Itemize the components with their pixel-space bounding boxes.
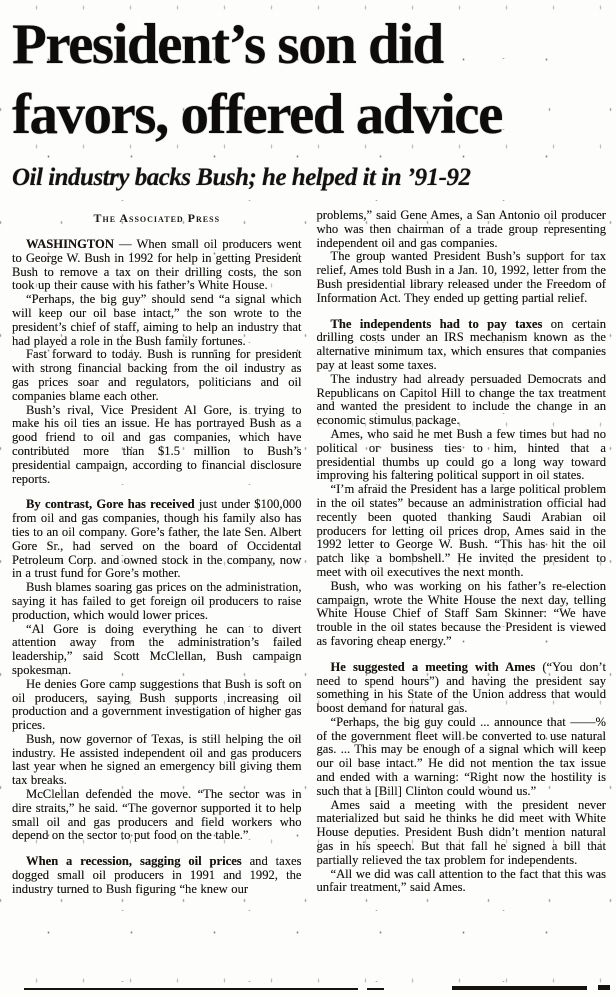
paragraph-text: Ames said a meeting with the president never materialized but said he thinks he did meet with White House deputies. President Bush didn’t mention natural gas in his speech. But that fall he signed a bill that partially relieved the tax problem for independents.	[316, 797, 606, 867]
rule-segment	[452, 986, 587, 990]
rule-segment	[367, 988, 385, 990]
paragraph-text: He denies Gore camp suggestions that Bush is soft on oil producers, saying Bush supports increasing oil production and a government investigation of higher gas prices.	[12, 676, 302, 733]
rule-segment	[598, 985, 610, 990]
paragraph	[317, 483, 607, 580]
paragraph	[12, 581, 302, 622]
paragraph-text: Fast forward to today. Bush is running for president with strong financial backing from the oil industry as gas prices soar and regulators, politicians and oil companies blame each other.	[12, 347, 302, 403]
bold-lead-in: When a recession, sagging oil prices	[26, 854, 242, 869]
paragraph	[317, 428, 607, 483]
paragraph-text: McClellan defended the move. “The sector was in dire straits,” he said. “The governor supported it to help small oil and gas producers and field workers who depend on the sector to put food on the table.”	[12, 787, 302, 843]
paragraph-text: problems,” said Gene Ames, a San Antonio oil producer who was then chairman of a trade group representing independent oil and gas companies.	[316, 208, 606, 250]
bold-lead-in: By contrast, Gore has received	[26, 497, 195, 512]
paragraph-continuation	[317, 209, 607, 250]
paragraph	[12, 678, 302, 733]
paragraph-text: Bush blames soaring gas prices on the administration, saying it has failed to get foreign oil producers to raise production, which would lower prices.	[12, 580, 302, 622]
paragraph-text: Bush, now governor of Texas, is still helping the oil industry. He assisted independent oil and gas producers last year when he signed an emergency bill giving them tax breaks.	[12, 731, 302, 788]
paragraph	[317, 868, 607, 896]
paragraph-text: on certain drilling costs under an IRS mechanism known as the alternative minimum tax, which ensures that companies pay at least some taxes.	[316, 316, 606, 372]
paragraph	[12, 404, 302, 487]
paragraph-section-lead	[317, 318, 607, 373]
paragraph-text: Bush, who was working on his father’s re-election campaign, wrote the White House the next day, telling White House Chief of Staff Sam Skinner: “We have trouble in the oil states because the President is viewed as favoring cheap energy.”	[316, 578, 606, 648]
right-column	[317, 209, 607, 897]
paragraph-text: “Al Gore is doing everything he can to divert attention away from the administration’s failed leadership,” said Scott McClellan, Bush campaign spokesman.	[12, 621, 302, 677]
paragraph-section-lead	[12, 855, 302, 896]
paragraph	[317, 799, 607, 868]
paragraph-text: Bush’s rival, Vice President Al Gore, is trying to make his oil ties an issue. He has portrayed Bush as a good friend to oil and gas companies, which have contributed more than $1.5 million to Bush’s presidential campaign, according to financial disclosure reports.	[12, 402, 302, 486]
paragraph	[12, 348, 302, 403]
paragraph-text: and taxes dogged small oil producers in 1991 and 1992, the industry turned to Bush figuring “he knew our	[12, 854, 302, 896]
paragraph-text: “All we did was call attention to the fact that this was unfair treatment,” said Ames.	[316, 866, 606, 895]
headline-line-2: favors, offered advice	[12, 83, 502, 146]
paragraph-section-lead	[12, 498, 302, 581]
paragraph	[12, 293, 302, 348]
byline: The Associated Press	[93, 211, 221, 225]
dateline-lead: WASHINGTON	[26, 237, 114, 251]
paragraph	[12, 788, 302, 843]
paragraph-text: The group wanted President Bush’s support for tax relief, Ames told Bush in a Jan. 10, 1992, letter from the Bush presidential library released under the Freedom of Information Act. They ended up getting partial relief.	[316, 249, 606, 305]
left-column	[12, 209, 302, 897]
paragraph-dateline	[12, 238, 302, 293]
paragraph	[317, 250, 607, 305]
paragraph-text: The industry had already persuaded Democrats and Republicans on Capitol Hill to change the tax treatment and wanted the president to include the change in an economic stimulus package.	[316, 371, 606, 428]
headline	[12, 10, 606, 150]
paragraph	[12, 733, 302, 788]
bottom-rule	[24, 985, 610, 991]
paragraph	[12, 623, 302, 678]
paragraph-text: “Perhaps, the big guy” should send “a signal which will keep our oil base intact,” the son wrote to the president’s chief of staff, aiming to help an industry that had played a role in the Bush family fortunes.	[12, 292, 302, 348]
paragraph-text: “Perhaps, the big guy could ... announce that ——% of the government fleet will be converted to use natural gas. ... This may be enough of a signal which will keep our oil base intact.” He did not mention the tax issue and ended with a warning: “Right now the hostility is such that a [Bill] Clinton could wound us.”	[316, 714, 606, 798]
bold-lead-in: The independents had to pay taxes	[330, 316, 543, 331]
article-body	[12, 209, 606, 897]
subheadline: Oil industry backs Bush; he helped it in ’91-92	[12, 164, 471, 191]
paragraph-text: just under $100,000 from oil and gas companies, though his family also has ties to an oil company. Gore’s father, the late Sen. Albert Gore Sr., had served on the board of Occidental Petroleum Corp. and owned stock in the company, now in a trust fund for Gore’s mother.	[12, 497, 302, 581]
paragraph	[317, 716, 607, 799]
paragraph-text: “I’m afraid the President has a large political problem in the oil states” because an administration official had recently been quoted thanking Saudi Arabian oil producers for letting oil prices drop, Ames said in the 1992 letter to George W. Bush. “This has hit the oil patch like a bombshell.” He invited the president to meet with oil executives the next month.	[316, 482, 606, 579]
paragraph-text: Ames, who said he met Bush a few times but had no political or business ties to him, hinted that a presidential thumbs up could go a long way toward improving his faltering political support in oil states.	[316, 426, 606, 483]
paragraph-section-lead	[317, 661, 607, 716]
paragraph	[317, 373, 607, 428]
headline-line-1: President’s son did	[12, 13, 443, 76]
bold-lead-in: He suggested a meeting with Ames	[330, 659, 536, 674]
paragraph	[317, 580, 607, 649]
paragraph-text: (“You don’t need to spend hours”) and having the president say something in his State of the Union address that would boost demand for natural gas.	[316, 659, 606, 716]
paragraph-text: — When small oil producers went to George W. Bush in 1992 for help in getting President Bush to remove a tax on their drilling costs, the son took up their cause with his father’s White House.	[12, 237, 302, 293]
rule-segment	[24, 988, 358, 990]
